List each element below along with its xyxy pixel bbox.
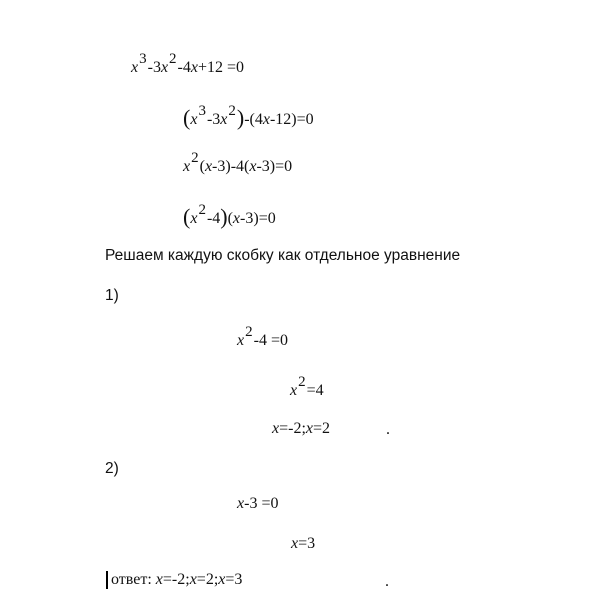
answer-period: .	[385, 573, 389, 590]
equation-factored	[183, 202, 276, 229]
var-x: x	[272, 420, 280, 437]
answer-label: ответ:	[111, 571, 156, 588]
exponent: 2	[169, 51, 177, 67]
case-2-label: 2)	[105, 460, 119, 477]
var-x: x	[249, 158, 257, 175]
text-cursor	[106, 571, 108, 589]
term: (	[227, 210, 233, 227]
case-1-square	[290, 374, 324, 401]
term: -12)=0	[269, 111, 314, 128]
exponent: 2	[198, 202, 206, 218]
var-x: x	[290, 382, 298, 399]
term: -4	[206, 210, 221, 227]
term: =2	[313, 420, 331, 437]
term: =2;	[196, 571, 219, 588]
var-x: x	[160, 59, 169, 76]
var-x: x	[204, 158, 213, 175]
term: -3 =0	[244, 495, 279, 512]
exponent: 2	[245, 324, 253, 340]
exponent: 2	[191, 150, 199, 166]
term: -(4	[244, 111, 263, 128]
term: -3	[147, 59, 161, 76]
term: +12 =0	[197, 59, 245, 76]
answer-line	[111, 570, 242, 590]
var-x: x	[190, 111, 198, 128]
term: (	[199, 158, 205, 175]
case-1-roots	[272, 419, 330, 439]
term: -4	[177, 59, 191, 76]
var-x: x	[131, 59, 139, 76]
var-x: x	[190, 210, 198, 227]
open-paren: (	[183, 105, 191, 130]
var-x: x	[291, 535, 299, 552]
equation-grouped	[183, 103, 314, 130]
exponent: 2	[298, 374, 306, 390]
var-x: x	[220, 111, 228, 128]
var-x: x	[218, 571, 226, 588]
case-1-equation	[237, 324, 288, 351]
exponent: 3	[139, 51, 147, 67]
term: -3)-4(	[212, 158, 250, 175]
var-x: x	[183, 158, 191, 175]
term: -3	[206, 111, 221, 128]
term: =3	[298, 535, 316, 552]
var-x: x	[262, 111, 270, 128]
var-x: x	[237, 332, 245, 349]
term: =4	[306, 382, 324, 399]
term: -4 =0	[253, 332, 288, 349]
term: -3)=0	[256, 158, 293, 175]
close-paren: )	[220, 204, 228, 229]
equation-cubic	[131, 51, 245, 78]
case-1-period: .	[386, 421, 390, 438]
open-paren: (	[183, 204, 191, 229]
close-paren: )	[236, 105, 245, 130]
case-2-equation	[237, 494, 278, 514]
term: -3)=0	[240, 210, 276, 227]
case-2-root	[291, 534, 315, 554]
exponent: 3	[198, 103, 206, 119]
equation-factored-partial	[183, 150, 293, 177]
var-x: x	[232, 210, 241, 227]
term: =-2;	[279, 420, 306, 437]
var-x: x	[190, 59, 198, 76]
intro-text: Решаем каждую скобку как отдельное уравнение	[105, 247, 461, 264]
term: =-2;	[162, 571, 190, 588]
case-1-label: 1)	[105, 287, 119, 304]
term: =3	[225, 571, 243, 588]
var-x: x	[155, 571, 163, 588]
var-x: x	[189, 571, 197, 588]
exponent: 2	[228, 103, 236, 119]
var-x: x	[305, 420, 314, 437]
var-x: x	[237, 495, 245, 512]
